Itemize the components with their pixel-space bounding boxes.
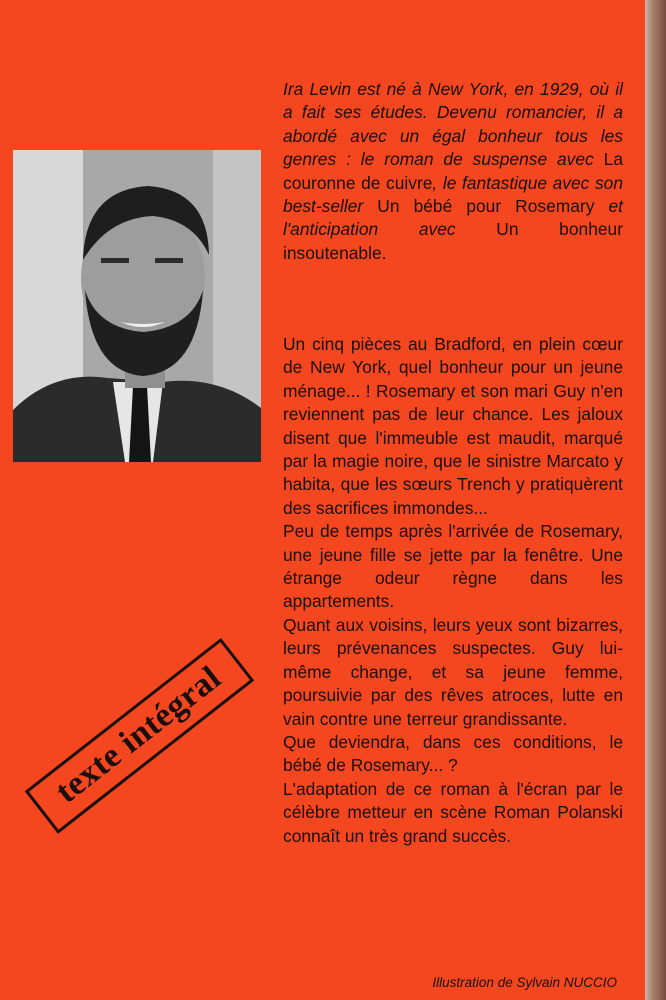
blurb-paragraph: L'adaptation de ce roman à l'écran par le célèbre metteur en scène Roman Polanski connaît un très grand succès. [283,778,623,846]
book-title: Un bonheur insoutenable. [283,219,623,263]
book-spine-edge [645,0,666,1000]
blurb-paragraph: Quant aux voisins, leurs yeux sont bizarres, leurs prévenances suspectes. Guy lui-même change, et sa jeune femme, poursuivie par des rêves atroces, lutte en vain contre une terreur grandissante. [283,614,623,729]
bio-part: et l'anticipation avec [283,196,623,240]
author-bio [283,78,623,265]
blurb-paragraph: Que deviendra, dans ces conditions, le bébé de Rosemary... ? [283,731,623,776]
bio-part: Ira Levin est né à New York, en 1929, où il a fait ses études. Devenu romancier, il a abordé avec un égal bonheur tous les genres : le roman de suspense avec [283,79,623,170]
book-blurb [283,333,623,848]
blurb-paragraph: Un cinq pièces au Bradford, en plein cœur de New York, quel bonheur pour un jeune ménage... ! Rosemary et son mari Guy n'en reviennent pas de leur chance. Les jaloux disent que l'immeuble est maudit, marqué par la magie noire, que le sinistre Marcato y habita, que les sœurs Trench y pratiquèrent des sacrifices immondes... [283,334,623,518]
author-photo [13,150,261,462]
illustration-credit: Illustration de Sylvain NUCCIO [432,975,617,990]
bio-part: , le fantastique avec son best-seller [283,172,623,217]
blurb-paragraph: Peu de temps après l'arrivée de Rosemary, une jeune fille se jette par la fenêtre. Une étrange odeur règne dans les appartements. [283,521,623,612]
book-title: La couronne de cuivre [283,149,623,193]
texte-integral-stamp: texte intégral [25,638,254,834]
book-title: Un bébé pour Rosemary [377,196,595,217]
portrait-image [13,150,261,462]
